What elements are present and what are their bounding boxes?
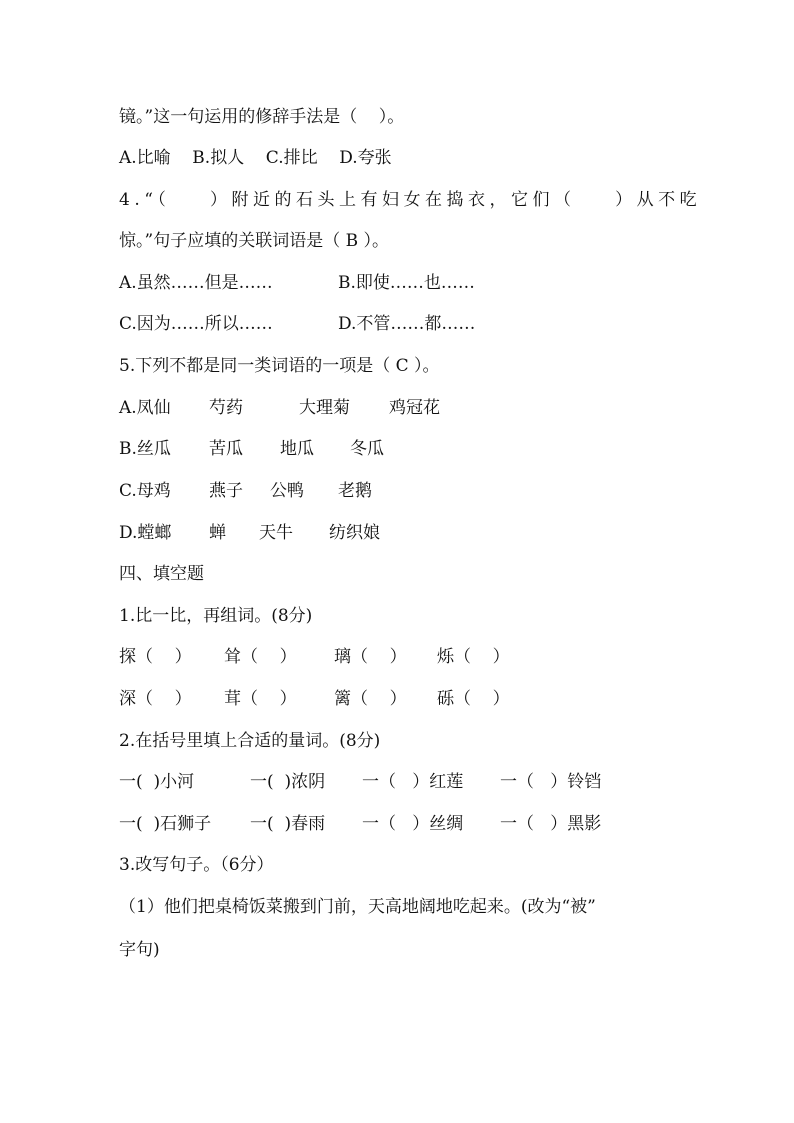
- measure-item: 一（ ）黑影: [500, 814, 602, 834]
- word: 蝉: [209, 523, 226, 543]
- measure-item: 一( )石狮子: [119, 814, 212, 834]
- question-4-stem-line1: 4.“（ ）附近的石头上有妇女在捣衣，它们（ ）从不吃: [119, 190, 702, 210]
- word: 地瓜: [280, 439, 314, 459]
- measure-item: 一（ ）铃铛: [500, 772, 602, 792]
- compare-item: 璃（ ）: [334, 647, 407, 667]
- row-label: A.凤仙: [119, 398, 171, 418]
- option-d: D.不管……都……: [338, 314, 476, 334]
- word: 冬瓜: [350, 439, 384, 459]
- compare-item: 探（ ）: [119, 647, 192, 667]
- fill-q3-item1-line1: （1）他们把桌椅饭菜搬到门前，天高地阔地吃起来。(改为“被”: [119, 897, 596, 917]
- row-label: B.丝瓜: [119, 439, 171, 459]
- word: 老鹅: [338, 481, 372, 501]
- compare-item: 茸（ ）: [224, 689, 297, 709]
- word: 芍药: [209, 398, 243, 418]
- question-5-stem: 5.下列不都是同一类词语的一项是（ C ）。: [119, 356, 440, 376]
- word: 天牛: [259, 523, 293, 543]
- fill-q1-title: 1.比一比，再组词。(8分): [119, 606, 313, 626]
- fill-q3-item1-line2: 字句): [119, 940, 160, 960]
- measure-item: 一（ ）红莲: [362, 772, 464, 792]
- row-label: D.螳螂: [119, 523, 172, 543]
- word: 大理菊: [299, 398, 350, 418]
- question-3-tail: 镜。”这一句运用的修辞手法是（ ）。: [119, 107, 405, 127]
- option-a: A.虽然……但是……: [119, 273, 273, 293]
- question-3-options: A.比喻 B.拟人 C.排比 D.夸张: [119, 148, 392, 168]
- question-4-stem-line2: 惊。”句子应填的关联词语是（ B ）。: [119, 231, 389, 251]
- option-c: C.因为……所以……: [119, 314, 273, 334]
- measure-item: 一( )春雨: [250, 814, 326, 834]
- section-heading: 四、填空题: [119, 564, 204, 584]
- word: 纺织娘: [329, 523, 380, 543]
- measure-item: 一( )小河: [119, 772, 195, 792]
- fill-q2-title: 2.在括号里填上合适的量词。(8分): [119, 731, 381, 751]
- fill-q3-title: 3.改写句子。（6分）: [119, 855, 274, 875]
- word: 公鸭: [270, 481, 304, 501]
- compare-item: 烁（ ）: [437, 647, 510, 667]
- compare-item: 砾（ ）: [437, 689, 510, 709]
- compare-item: 深（ ）: [119, 689, 192, 709]
- row-label: C.母鸡: [119, 481, 171, 501]
- word: 苦瓜: [209, 439, 243, 459]
- measure-item: 一（ ）丝绸: [362, 814, 464, 834]
- compare-item: 耸（ ）: [224, 647, 297, 667]
- option-b: B.即使……也……: [338, 273, 475, 293]
- compare-item: 篱（ ）: [334, 689, 407, 709]
- measure-item: 一( )浓阴: [250, 772, 326, 792]
- word: 鸡冠花: [389, 398, 440, 418]
- word: 燕子: [209, 481, 243, 501]
